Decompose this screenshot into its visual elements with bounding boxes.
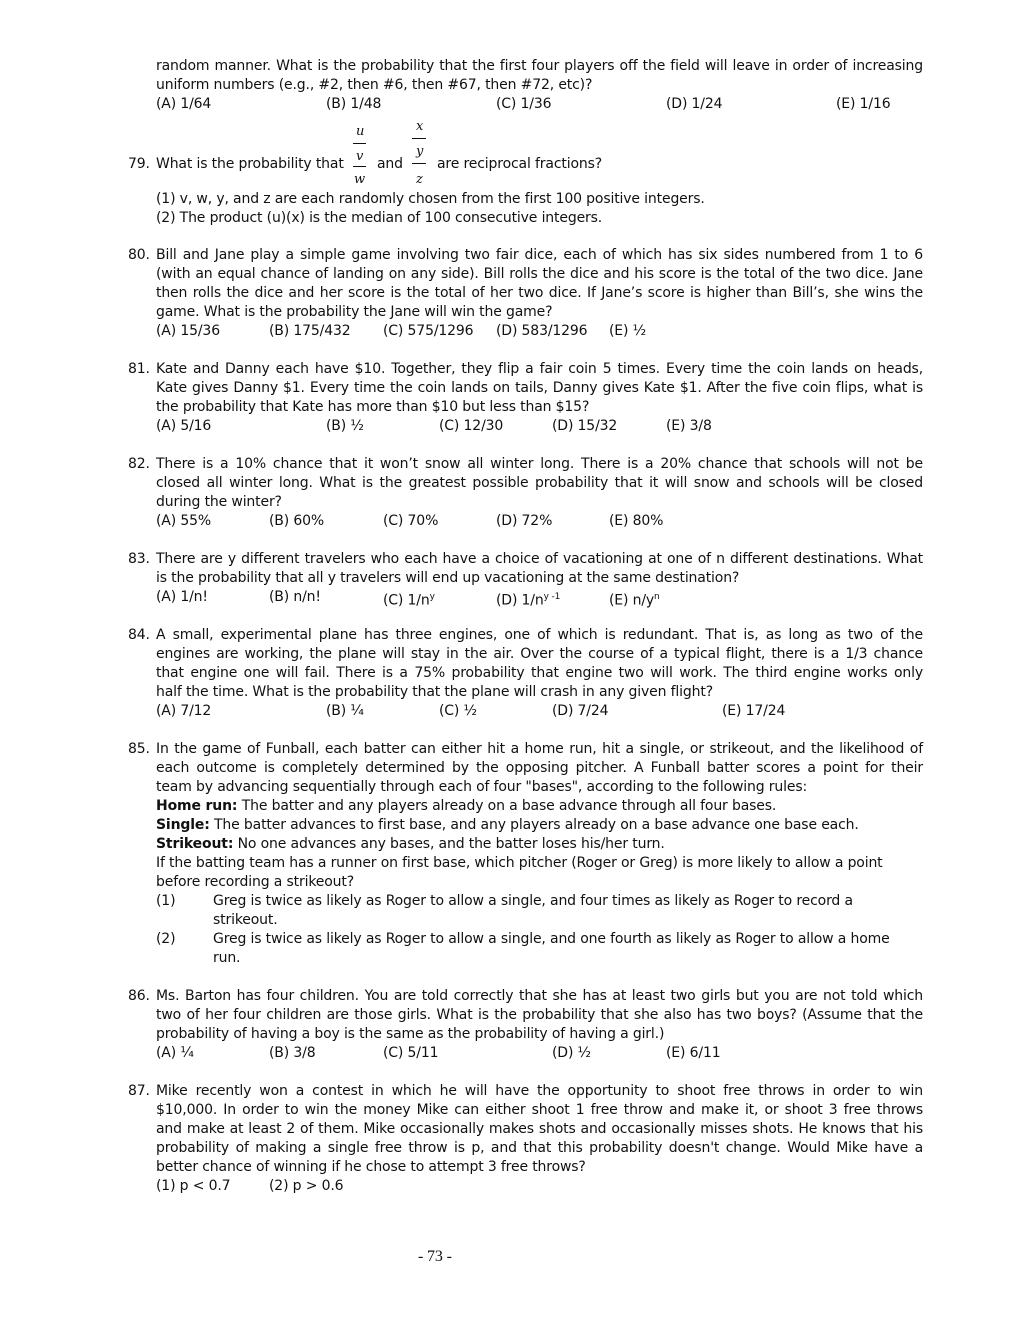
answer-choice-c: (C) 70% xyxy=(383,513,439,529)
question-text: and xyxy=(377,156,403,172)
question-text-line: (with an equal chance of landing on any side). Bill rolls the dice and his score is the total of the two dice. Jane xyxy=(156,266,923,282)
answer-choice-b: (B) 175/432 xyxy=(269,323,351,339)
question-text-line: team by advancing sequentially through each of four "bases", according to the following rules: xyxy=(156,779,808,795)
question-text-line: Kate and Danny each have $10. Together, they flip a fair coin 5 times. Every time the coin lands on heads, xyxy=(156,361,923,377)
answer-choice-c: (C) 5/11 xyxy=(383,1045,439,1061)
fraction-denominator: z xyxy=(416,172,423,187)
question-text-line: engines are working, the plane will stay in the air. Over the course of a typical flight, there is a 1/3 chance xyxy=(156,646,923,662)
question-number: 87. xyxy=(128,1083,150,1099)
answer-choice-d: (D) 1/24 xyxy=(666,96,723,112)
fraction-bar xyxy=(353,166,366,167)
rule-strikeout xyxy=(156,835,665,854)
rule-label: Single: xyxy=(156,817,210,833)
rule-single xyxy=(156,816,859,835)
question-text-line: each outcome is completely determined by the opposing pitcher. A Funball batter scores a point for their xyxy=(156,760,923,776)
fraction-numerator: x xyxy=(416,119,424,134)
answer-choice-b: (B) ½ xyxy=(326,418,364,434)
question-text-line: and make at least 2 of them. Mike occasionally makes shots and occasionally misses shots. He knows that his xyxy=(156,1121,923,1137)
answer-choice-a: (A) 55% xyxy=(156,513,212,529)
question-text-line: probability of having a boy is the same as the probability of having a girl.) xyxy=(156,1026,665,1042)
question-text-line: two of her four children are those girls. What is the probability that she also has two boys? (Assume that the xyxy=(156,1007,923,1023)
question-text-line: during the winter? xyxy=(156,494,282,510)
rule-label: Home run: xyxy=(156,798,238,814)
question-text-line: There is a 10% chance that it won’t snow all winter long. There is a 20% chance that schools will not be xyxy=(156,456,923,472)
choice-text: (D) 1/n xyxy=(496,592,544,609)
question-text-line: before recording a strikeout? xyxy=(156,874,355,890)
question-text-line: Kate gives Danny $1. Every time the coin lands on tails, Danny gives Kate $1. After the five coin flips, what is xyxy=(156,380,923,396)
question-text-line: Mike recently won a contest in which he will have the opportunity to shoot free throws in order to win xyxy=(156,1083,923,1099)
answer-choice-c: (C) 575/1296 xyxy=(383,323,474,339)
question-text-line: Ms. Barton has four children. You are told correctly that she has at least two girls but you are not told which xyxy=(156,988,923,1004)
statement-1: (1) p < 0.7 xyxy=(156,1178,231,1194)
answer-choice-a: (A) 5/16 xyxy=(156,418,212,434)
question-text-line: is the probability that all y travelers will end up vacationing at the same destination? xyxy=(156,570,740,586)
choice-text: (E) n/y xyxy=(609,592,655,609)
answer-choice-a: (A) 7/12 xyxy=(156,703,212,719)
question-text-line: closed all winter long. What is the greatest possible probability that it will snow and schools will be closed xyxy=(156,475,923,491)
answer-choice-a: (A) 15/36 xyxy=(156,323,220,339)
answer-choice-d xyxy=(496,588,560,611)
fraction-numerator: u xyxy=(356,124,365,139)
answer-choice-e xyxy=(609,588,660,611)
rule-text: No one advances any bases, and the batter loses his/her turn. xyxy=(233,836,665,852)
fraction-middle: v xyxy=(356,149,364,164)
question-text-line: better chance of winning if he chose to attempt 3 free throws? xyxy=(156,1159,586,1175)
question-number: 84. xyxy=(128,627,150,643)
answer-choice-b: (B) ¼ xyxy=(326,703,364,719)
statement-number: (1) xyxy=(156,893,176,909)
answer-choice-e: (E) ½ xyxy=(609,323,647,339)
carryover-text-line: uniform numbers (e.g., #2, then #6, then #67, then #72, etc)? xyxy=(156,77,593,93)
fraction-bar xyxy=(353,143,366,144)
carryover-text-line: random manner. What is the probability that the first four players off the field will leave in order of increasing xyxy=(156,58,923,74)
question-text-line: probability of making a single free throw is p, and that this probability doesn't change. Would Mike have a xyxy=(156,1140,923,1156)
answer-choice-d: (D) 7/24 xyxy=(552,703,609,719)
answer-choice-b: (B) 1/48 xyxy=(326,96,382,112)
answer-choice-a: (A) ¼ xyxy=(156,1045,194,1061)
statement-1: Greg is twice as likely as Roger to allow a single, and four times as likely as Roger to record a xyxy=(213,893,853,909)
question-number: 79. xyxy=(128,156,150,172)
rule-label: Strikeout: xyxy=(156,836,234,852)
fraction-bar xyxy=(412,163,426,164)
question-text-line: In the game of Funball, each batter can either hit a home run, hit a single, or strikeout, and the likelihood of xyxy=(156,741,923,757)
statement-1: (1) v, w, y, and z are each randomly chosen from the first 100 positive integers. xyxy=(156,191,705,207)
answer-choice-c xyxy=(383,588,435,611)
question-number: 81. xyxy=(128,361,150,377)
statement-1: strikeout. xyxy=(213,912,278,928)
question-text-line: game. What is the probability the Jane will win the game? xyxy=(156,304,553,320)
question-number: 83. xyxy=(128,551,150,567)
question-text: What is the probability that xyxy=(156,156,344,172)
statement-2: Greg is twice as likely as Roger to allow a single, and one fourth as likely as Roger to allow a home xyxy=(213,931,890,947)
statement-number: (2) xyxy=(156,931,176,947)
choice-text: (C) 1/n xyxy=(383,592,430,609)
rule-home-run xyxy=(156,797,776,816)
exponent: n xyxy=(654,592,660,602)
answer-choice-c: (C) 12/30 xyxy=(439,418,504,434)
answer-choice-e: (E) 80% xyxy=(609,513,664,529)
question-text-line: that engine one will fail. There is a 75% probability that engine two will work. The third engine works only xyxy=(156,665,923,681)
question-text-line: If the batting team has a runner on first base, which pitcher (Roger or Greg) is more likely to allow a point xyxy=(156,855,883,871)
answer-choice-c: (C) 1/36 xyxy=(496,96,552,112)
answer-choice-b: (B) n/n! xyxy=(269,589,321,605)
question-text-line: There are y different travelers who each have a choice of vacationing at one of n different destinations. What xyxy=(156,551,923,567)
question-text-line: the probability that Kate has more than $10 but less than $15? xyxy=(156,399,590,415)
answer-choice-d: (D) 583/1296 xyxy=(496,323,588,339)
answer-choice-b: (B) 3/8 xyxy=(269,1045,316,1061)
answer-choice-e: (E) 6/11 xyxy=(666,1045,721,1061)
rule-text: The batter advances to first base, and any players already on a base advance one base each. xyxy=(209,817,859,833)
answer-choice-a: (A) 1/64 xyxy=(156,96,212,112)
statement-2: run. xyxy=(213,950,241,966)
answer-choice-a: (A) 1/n! xyxy=(156,589,208,605)
fraction-bar xyxy=(412,138,426,139)
question-text-line: Bill and Jane play a simple game involving two fair dice, each of which has six sides numbered from 1 to 6 xyxy=(156,247,923,263)
answer-choice-d: (D) 15/32 xyxy=(552,418,618,434)
question-number: 82. xyxy=(128,456,150,472)
question-text-line: A small, experimental plane has three engines, one of which is redundant. That is, as long as two of the xyxy=(156,627,923,643)
question-number: 85. xyxy=(128,741,150,757)
answer-choice-c: (C) ½ xyxy=(439,703,477,719)
question-text: are reciprocal fractions? xyxy=(437,156,603,172)
page-number: - 73 - xyxy=(418,1248,452,1265)
answer-choice-e: (E) 1/16 xyxy=(836,96,891,112)
exponent: y -1 xyxy=(543,592,561,602)
question-text-line: then rolls the dice and her score is the total of her two dice. If Jane’s score is higher than Bill’s, she wins the xyxy=(156,285,923,301)
fraction-middle: y xyxy=(416,144,424,159)
answer-choice-b: (B) 60% xyxy=(269,513,325,529)
statement-2: (2) The product (u)(x) is the median of 100 consecutive integers. xyxy=(156,210,603,226)
answer-choice-d: (D) ½ xyxy=(552,1045,591,1061)
answer-choice-e: (E) 17/24 xyxy=(722,703,786,719)
question-number: 80. xyxy=(128,247,150,263)
question-text-line: half the time. What is the probability that the plane will crash in any given flight? xyxy=(156,684,713,700)
question-number: 86. xyxy=(128,988,150,1004)
statement-2: (2) p > 0.6 xyxy=(269,1178,344,1194)
answer-choice-d: (D) 72% xyxy=(496,513,553,529)
fraction-denominator: w xyxy=(354,172,365,187)
exponent: y xyxy=(429,592,435,602)
answer-choice-e: (E) 3/8 xyxy=(666,418,712,434)
question-text-line: $10,000. In order to win the money Mike can either shoot 1 free throw and make it, or shoot 3 free throws xyxy=(156,1102,923,1118)
rule-text: The batter and any players already on a base advance through all four bases. xyxy=(237,798,777,814)
